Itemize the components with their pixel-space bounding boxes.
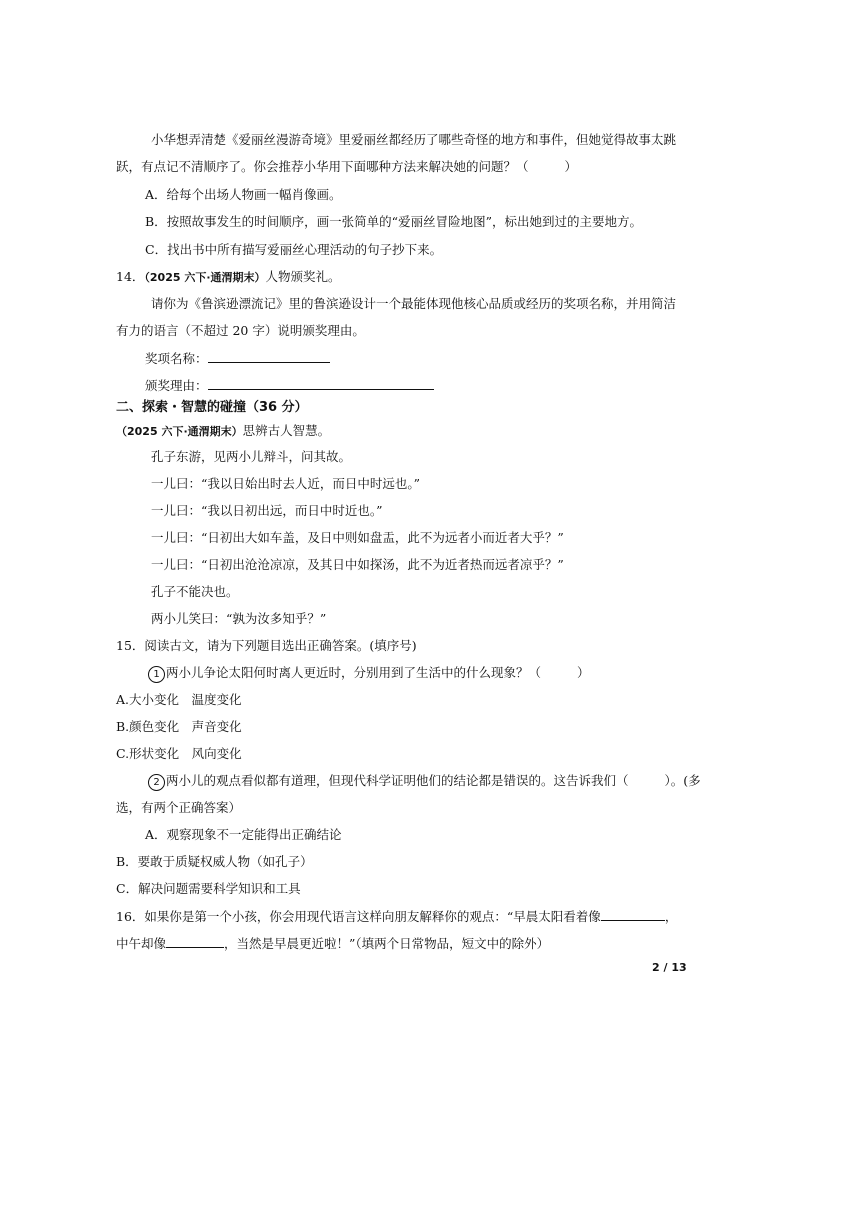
q15-sub2-text: 两小儿的观点看似都有道理，但现代科学证明他们的结论都是错误的。这告诉我们（ [166,773,629,788]
q14-title: 人物颁奖礼。 [265,269,341,284]
q15-sub1-option: B.颜色变化 声音变化 [116,719,242,734]
q14-award-reason-blank[interactable] [208,376,434,390]
passage-line: 一儿曰：“我以日始出时去人近，而日中时远也。” [151,476,421,491]
q15-sub2-note: 选，有两个正确答案） [116,800,242,815]
q15-sub2-option: C．解决问题需要科学知识和工具 [116,881,301,896]
passage-source: （2025 六下·通渭期末） [116,425,243,438]
passage-line: 一儿曰：“我以日初出远，而日中时近也。” [151,503,383,518]
q15-header: 15．阅读古文，请为下列题目选出正确答案。(填序号) [116,638,417,653]
passage-line: 孔子东游，见两小儿辩斗，问其故。 [151,449,352,464]
q14-prompt-line2: 有力的语言（不超过 20 字）说明颁奖理由。 [116,323,365,338]
q15-sub1 [148,664,590,683]
q16-line1-start: 16．如果你是第一个小孩，你会用现代语言这样向朋友解释你的观点：“早晨太阳看着像 [116,909,601,924]
q15-sub2-option: B．要敢于质疑权威人物（如孔子） [116,854,313,869]
q16-morning-blank[interactable] [601,907,665,921]
q15-sub2-option: A．观察现象不一定能得出正确结论 [145,827,342,842]
q13-option-c: C．找出书中所有描写爱丽丝心理活动的句子抄下来。 [145,242,443,257]
q13-option-b: B．按照故事发生的时间顺序，画一张简单的“爱丽丝冒险地图”，标出她到过的主要地方。 [145,214,642,229]
passage-line: 两小儿笑曰：“孰为汝多知乎？” [151,611,327,626]
passage-title: 思辨古人智慧。 [242,423,331,438]
q15-sub1-text: 两小儿争论太阳何时离人更近时，分别用到了生活中的什么现象？（ [166,665,542,680]
q16-line1-end: ， [664,909,678,924]
q14-award-name-blank[interactable] [208,349,330,363]
passage-line: 一儿曰：“日初出大如车盖，及日中则如盘盂，此不为远者小而近者大乎？” [151,530,564,545]
passage-line: 孔子不能决也。 [151,584,239,599]
q13-intro-line1: 小华想弄清楚《爱丽丝漫游奇境》里爱丽丝都经历了哪些奇怪的地方和事件，但她觉得故事太跳 [151,132,677,147]
q16-line2-end: ，当然是早晨更近啦！”（填两个日常物品，短文中的除外） [224,936,550,951]
q15-sub1-close: ） [577,665,590,680]
passage-line: 一儿曰：“日初出沧沧凉凉，及其日中如探汤，此不为近者热而远者凉乎？” [151,557,564,572]
q15-sub1-option: C.形状变化 风向变化 [116,746,242,761]
passage-header [116,422,330,441]
q13-option-a: A．给每个出场人物画一幅肖像画。 [145,187,342,202]
q15-sub2-marker: 2 [148,774,165,791]
q14-source: （2025 六下·通渭期末） [144,271,266,284]
q15-sub2-close: ）。(多 [664,773,701,788]
q15-sub1-marker: 1 [148,666,165,683]
q16-line1 [116,907,677,926]
q13-intro-text: 跃，有点记不清顺序了。你会推荐小华用下面哪种方法来解决她的问题？（ [116,159,529,174]
page-number: 2 / 13 [652,961,687,974]
q14-prompt-line1: 请你为《鲁滨逊漂流记》里的鲁滨逊设计一个最能体现他核心品质或经历的奖项名称，并用简洁 [151,296,677,311]
q14-number: 14． [116,269,145,284]
q16-noon-blank[interactable] [166,934,224,948]
q14-award-name-label: 奖项名称： [145,351,208,366]
q15-sub1-option: A.大小变化 温度变化 [116,692,242,707]
q13-intro-line2 [116,158,577,176]
q13-intro-close: ） [564,159,578,174]
section2-heading: 二、探索・智慧的碰撞（36 分） [116,400,308,415]
q15-sub2 [148,772,701,791]
q14-award-name-row [145,349,330,368]
q14-award-reason-label: 颁奖理由： [145,378,208,393]
q14-award-reason-row [145,376,434,395]
q16-line2 [116,934,549,953]
q14-header [116,268,341,287]
q16-line2-start: 中午却像 [116,936,167,951]
